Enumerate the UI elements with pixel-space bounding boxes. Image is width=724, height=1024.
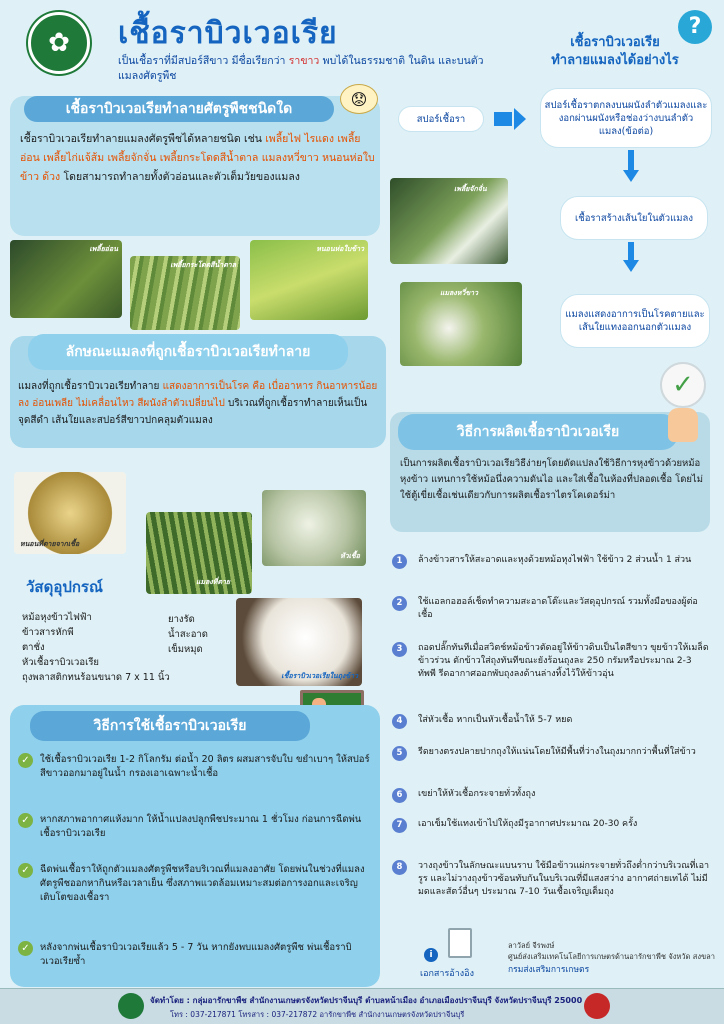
document-icon <box>448 928 472 958</box>
production-step: 4 ใส่หัวเชื้อ หากเป็นหัวเชื้อน้ำให้ 5-7 หยด <box>392 714 710 727</box>
check-icon: ✓ <box>18 753 33 768</box>
photo-culture: หัวเชื้อ <box>262 490 366 566</box>
pointing-hand-icon <box>668 408 698 442</box>
reference-label: เอกสารอ้างอิง <box>420 969 474 979</box>
page-title: เชื้อราบิวเวอเรีย <box>118 16 338 51</box>
symptoms-section <box>10 336 386 448</box>
check-icon: ✓ <box>18 941 33 956</box>
reference-dept: กรมส่งเสริมการเกษตร <box>508 965 590 975</box>
production-step: 5 รีดยางตรงปลายปากถุงให้แน่นโดยให้มีพื้นที่ว่างในถุงมากกว่าพื้นที่ใส่ข้าว <box>392 746 710 759</box>
arrow-down-icon <box>623 260 639 272</box>
footer <box>0 988 724 1024</box>
equipment-list-1: หม้อหุงข้าวไฟฟ้า ข้าวสารหักพี ตาชั่ง หัวเชื้อราบิวเวอเรีย ถุงพลาสติกทนร้อนขนาด 7 x 11 นิ้ว <box>22 612 170 683</box>
flow-step-3: แมลงแสดงอาการเป็นโรคตายและเส้นใยแทงออกนอกตัวแมลง <box>560 294 710 348</box>
arrow-down-icon <box>623 170 639 182</box>
spore-label: สปอร์เชื้อรา <box>398 106 484 132</box>
question-mark-icon: ? <box>678 10 712 44</box>
photo-dead-caterpillar: หนอนที่ตายจากเชื้อ <box>14 472 126 554</box>
reference-author: ลาวัลย์ จีรพงษ์ ศูนย์ส่งเสริมเทคโนโลยีการเกษตรด้านอารักขาพืช จังหวัด สงขลา <box>508 941 715 961</box>
production-text: เป็นการผลิตเชื้อราบิวเวอเรียวิธีง่ายๆโดยดัดแปลงใช้วิธีการหุงข้าวด้วยหม้อหุงข้าว แทนการใช้หม้อนึ่งความดันไอ และใส่เชื้อในห้องที่ปลอดเชื้อ โดยไม่ใช้ตู้เขี่ยเชื้อเช่นเดียวกับการผลิตเชื้อราไตรโคเดอร์ม่า <box>400 458 703 501</box>
check-icon: ✓ <box>18 813 33 828</box>
symptoms-heading: ลักษณะแมลงที่ถูกเชื้อราบิวเวอเรียทำลาย <box>28 334 348 370</box>
symptoms-text: แมลงที่ถูกเชื้อราบิวเวอเรียทำลาย แสดงอาการเป็นโรค คือ เบื่ออาหาร กินอาหารน้อยลง อ่อนเพลีย ไม่เคลื่อนไหว สีผนังลำตัวเปลี่ยนไป บริเวณที่ถูกเชื้อราทำลายเห็นเป็นจุดสีดำ เส้นใยและสปอร์สีขาวปกคลุมตัวแมลง <box>18 381 378 426</box>
production-step: 7 เอาเข็มใช้แทงเข้าไปให้ถุงมีรูอากาศประมาณ 20-30 ครั้ง <box>392 818 710 831</box>
production-section <box>390 412 710 532</box>
equipment-list-2: ยางรัด น้ำสะอาด เข็มหมุด <box>168 614 208 655</box>
usage-section <box>10 705 380 987</box>
footer-logo-left <box>118 993 144 1019</box>
pests-text: เชื้อราบิวเวอเรียทำลายแมลงศัตรูพืชได้หลายชนิด เช่น เพลี้ยไฟ ไรแดง เพลี้ยอ่อน เพลี้ยไก่แจ้ส้ม เพลี้ยจักจั่น เพลี้ยกระโดดสีน้ำตาล แมลงหวี่ขาว หนอนห่อใบข้าว ด้วง โดยสามารถทำลายทั้งตัวอ่อนและตัวเต็มวัยของแมลง <box>20 133 375 183</box>
photo-leafhopper: เพลี้ยจักจั่น <box>390 178 508 264</box>
equipment-heading: วัสดุอุปกรณ์ <box>26 578 103 596</box>
production-step: 3 ถอดปลั๊กทันทีเมื่อสวิตช์หม้อข้าวตัดอยู่ให้ข้าวดิบเป็นไตสีขาว ขุยข้าวให้เมล็ดข้าวร่วน ตักข้าวใส่ถุงทันทีขณะยังร้อนถุงละ 250 กรัมหรือประมาณ 2-3 ทัพพี รีดอากาศออกพับถุงลงด้านล่างทิ้งไว้ให้ข้าวอุ่น <box>392 642 710 681</box>
worried-face-icon: 😟 <box>340 84 378 114</box>
production-heading: วิธีการผลิตเชื้อราบิวเวอเรีย <box>398 414 678 450</box>
usage-item: ✓ ใช้เชื้อราบิวเวอเรีย 1-2 กิโลกรัม ต่อน้ำ 20 ลิตร ผสมสารจับใบ ขยำเบาๆ ให้สปอร์สีขาวออกมาอยู่ในน้ำ กรองเอาเฉพาะน้ำเชื้อ <box>18 753 374 781</box>
arrow-stem <box>628 150 634 170</box>
footer-logo-right <box>584 993 610 1019</box>
flow-step-2: เชื้อราสร้างเส้นใยในตัวแมลง <box>560 196 708 240</box>
info-icon: i <box>424 948 438 962</box>
flow-step-1: สปอร์เชื้อราตกลงบนผนังลำตัวแมลงและงอกผ่านผนังหรือช่องว่างบนลำตัวแมลง(ข้อต่อ) <box>540 88 712 148</box>
production-step: 1 ล้างข้าวสารให้สะอาดและหุงด้วยหม้อหุงไฟฟ้า ใช้ข้าว 2 ส่วนน้ำ 1 ส่วน <box>392 554 710 567</box>
usage-item: ✓ หากสภาพอากาศแห้งมาก ให้น้ำแปลงปลูกพืชประมาณ 1 ชั่วโมง ก่อนการฉีดพ่นเชื้อราบิวเวอเรีย <box>18 813 374 841</box>
check-icon: ✓ <box>18 863 33 878</box>
photo-fungus-bag: เชื้อราบิวเวอเรียในถุงข้าว <box>236 598 362 686</box>
production-step: 8 วางถุงข้าวในลักษณะแบนราบ ใช้มือข้าวแผ่กระจายทั่วถึงต่ำกว่าบริเวณที่เอารูร และไม่วางถุงข้าวซ้อนทับกันในบริเวณที่มีแสงสว่าง อากาศถ่ายเทได้ ไม่มีมดและสัตว์อื่นๆ ประมาณ 7-10 วันเชื้อเจริญเต็มถุง <box>392 860 710 899</box>
photo-whitefly: แมลงหวี่ขาว <box>400 282 522 366</box>
department-logo: ✿ <box>28 12 90 74</box>
arrow-stem <box>628 242 634 260</box>
production-step: 6 เขย่าให้หัวเชื้อกระจายทั่วทั้งถุง <box>392 788 710 801</box>
usage-item: ✓ หลังจากพ่นเชื้อราบิวเวอเรียแล้ว 5 - 7 วัน หากยังพบแมลงศัตรูพืช พ่นเชื้อราบิวเวอเรียซ้ำ <box>18 941 374 969</box>
photo-brown-planthopper: เพลี้ยกระโดดสีน้ำตาล <box>130 256 240 330</box>
usage-item: ✓ ฉีดพ่นเชื้อราให้ถูกตัวแมลงศัตรูพืชหรือบริเวณที่แมลงอาศัย โดยพ่นในช่วงที่แมลงศัตรูพืชออกหากินหรือเวลาเย็น ซึ่งสภาพแวดล้อมเหมาะสมต่อการงอกและเจริญเติบโตของเชื้อรา <box>18 863 374 905</box>
photo-rice-leaffolder: หนอนห่อใบข้าว <box>250 240 368 320</box>
page-subtitle: เป็นเชื้อราที่มีสปอร์สีขาว มีชื่อเรียกว่า ราขาว พบได้ในธรรมชาติ ในดิน และบนตัวแมลงศัตรูพืช <box>118 55 484 82</box>
production-step: 2 ใช้แอลกอฮอล์เช็ดทำความสะอาดโต๊ะและวัสดุอุปกรณ์ รวมทั้งมือของผู้ต่อเชื้อ <box>392 596 710 622</box>
photo-dead-insect: แมลงที่ตาย <box>146 512 252 594</box>
arrow-right-head <box>514 108 526 130</box>
pests-heading: เชื้อราบิวเวอเรียทำลายศัตรูพืชชนิดใด <box>24 96 334 122</box>
footer-address: จัดทำโดย : กลุ่มอารักขาพืช สำนักงานเกษตรจังหวัดปราจีนบุรี ตำบลหน้าเมือง อำเภอเมืองปราจีนบุรี จังหวัดปราจีนบุรี 25000 <box>150 996 583 1005</box>
photo-aphid: เพลี้ยอ่อน <box>10 240 122 318</box>
footer-contact: โทร : 037-217871 โทรสาร : 037-217872 อารักขาพืช สำนักงานเกษตรจังหวัดปราจีนบุรี <box>170 1010 465 1019</box>
flow-heading: เชื้อราบิวเวอเรีย ทำลายแมลงได้อย่างไร <box>551 35 679 68</box>
pests-section <box>10 96 380 236</box>
usage-heading: วิธีการใช้เชื้อราบิวเวอเรีย <box>30 711 310 741</box>
checkmark-icon: ✓ <box>660 362 706 408</box>
